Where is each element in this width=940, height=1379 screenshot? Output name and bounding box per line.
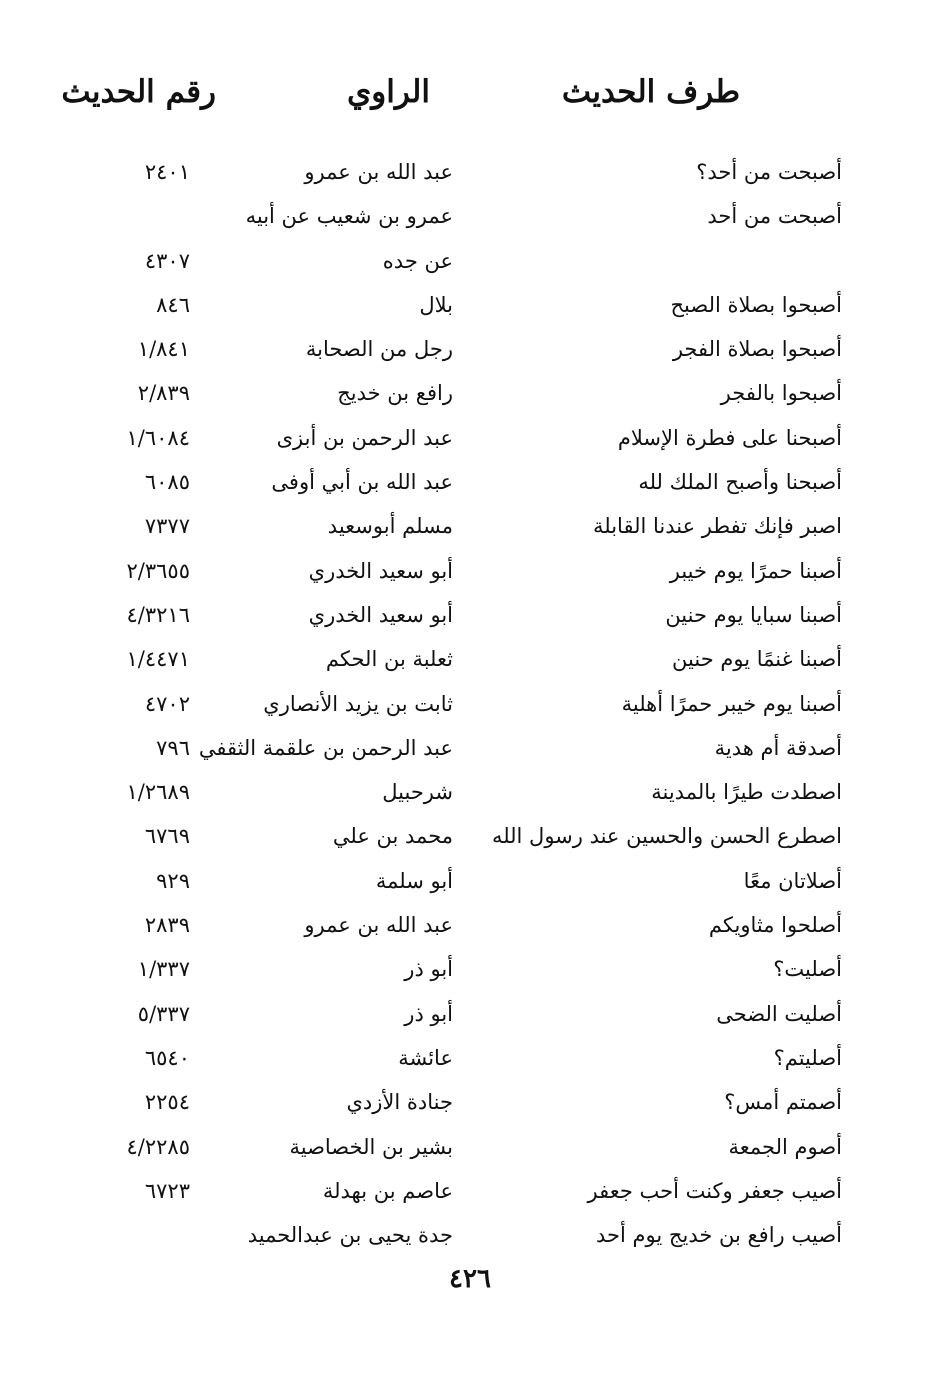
hadith-number-cell: ٨٤٦ (156, 292, 190, 317)
hadith-number-cell: ٦٥٤٠ (144, 1045, 190, 1070)
table-row (0, 549, 940, 593)
hadith-number-cell: ٤٣٠٧ (144, 248, 190, 273)
hadith-start-cell: أصبحنا على فطرة الإسلام (617, 425, 842, 450)
table-row (0, 814, 940, 858)
hadith-start-cell: أصبحت من أحد (707, 204, 842, 229)
column-header-hadith-number: رقم الحديث (61, 74, 216, 110)
hadith-number-cell: ٢/٣٦٥٥ (126, 558, 190, 583)
narrator-cell: عائشة (398, 1045, 453, 1070)
hadith-start-cell: أصليت الضحى (716, 1001, 842, 1026)
hadith-start-cell: اصطرع الحسن والحسين عند رسول الله (491, 824, 842, 849)
narrator-cell: أبو ذر (404, 1001, 453, 1026)
table-row (0, 194, 940, 238)
narrator-cell: ثعلبة بن الحكم (325, 647, 453, 672)
narrator-cell: بلال (419, 292, 453, 317)
narrator-cell: عمرو بن شعيب عن أبيه (245, 204, 453, 229)
table-row (0, 593, 940, 637)
table-row (0, 992, 940, 1036)
table-row (0, 460, 940, 504)
narrator-cell: رجل من الصحابة (305, 337, 453, 362)
hadith-number-cell: ٧٩٦ (156, 735, 190, 760)
hadith-number-cell: ١/٦٠٨٤ (126, 425, 190, 450)
table-row (0, 371, 940, 415)
table-row (0, 327, 940, 371)
hadith-start-cell: أصبنا حمرًا يوم خيبر (669, 558, 842, 583)
hadith-number-cell: ٥/٣٣٧ (137, 1001, 190, 1026)
table-row (0, 947, 940, 991)
table-row (0, 903, 940, 947)
hadith-start-cell: اصبر فإنك تفطر عندنا القابلة (593, 514, 842, 539)
hadith-number-cell: ٦٠٨٥ (144, 470, 190, 495)
hadith-start-cell: أصيب رافع بن خديج يوم أحد (596, 1223, 842, 1248)
table-row (0, 239, 940, 283)
narrator-cell: رافع بن خديج (337, 381, 453, 406)
hadith-start-cell: أصلحوا مثاويكم (708, 913, 842, 938)
narrator-cell: عبد الرحمن بن أبزى (276, 425, 453, 450)
hadith-start-cell: أصبحوا بالفجر (720, 381, 842, 406)
narrator-cell: مسلم أبوسعيد (327, 514, 453, 539)
hadith-number-cell: ١/٤٤٧١ (126, 647, 190, 672)
narrator-cell: شرحبيل (382, 780, 453, 805)
narrator-cell: ثابت بن يزيد الأنصاري (263, 691, 453, 716)
table-row (0, 726, 940, 770)
table-row (0, 1213, 940, 1257)
hadith-start-cell: أصليتم؟ (773, 1045, 842, 1070)
table-row (0, 1125, 940, 1169)
hadith-number-cell: ١/٨٤١ (137, 337, 190, 362)
hadith-start-cell: أصبنا غنمًا يوم حنين (672, 647, 842, 672)
hadith-number-cell: ٢٢٥٤ (144, 1090, 190, 1115)
hadith-number-cell: ٢٤٠١ (144, 160, 190, 184)
column-header-narrator: الراوي (346, 74, 430, 110)
table-row (0, 150, 940, 194)
hadith-start-cell: أصبنا يوم خيبر حمرًا أهلية (621, 691, 842, 716)
narrator-cell: عبد الله بن عمرو (304, 913, 453, 938)
hadith-number-cell: ٧٣٧٧ (144, 514, 190, 539)
hadith-number-cell: ٦٧٦٩ (144, 824, 190, 849)
hadith-start-cell: اصطدت طيرًا بالمدينة (651, 780, 842, 805)
narrator-cell: عبد الله بن عمرو (304, 160, 453, 184)
page-number: ٤٢٦ (449, 1264, 491, 1294)
narrator-cell: محمد بن علي (332, 824, 453, 849)
table-row (0, 859, 940, 903)
hadith-number-cell: ٤٧٠٢ (144, 691, 190, 716)
narrator-cell: عاصم بن بهدلة (322, 1178, 453, 1203)
hadith-start-cell: أصمتم أمس؟ (724, 1090, 842, 1115)
hadith-number-cell: ١/٢٦٨٩ (126, 780, 190, 805)
narrator-cell: عبد الله بن أبي أوفى (271, 470, 453, 495)
hadith-number-cell: ٦٧٢٣ (144, 1178, 190, 1203)
hadith-number-cell: ١/٣٣٧ (137, 957, 190, 982)
narrator-cell: أبو سعيد الخدري (308, 602, 453, 627)
hadith-start-cell: أصبحوا بصلاة الصبح (670, 292, 842, 317)
table-row (0, 637, 940, 681)
narrator-cell: بشير بن الخصاصية (289, 1134, 453, 1159)
hadith-number-cell: ٢٨٣٩ (144, 913, 190, 938)
narrator-cell: أبو سعيد الخدري (308, 558, 453, 583)
hadith-start-cell: أصليت؟ (773, 957, 842, 982)
table-row (0, 1080, 940, 1124)
narrator-cell: جنادة الأزدي (346, 1090, 453, 1115)
hadith-index-table (0, 150, 940, 1257)
narrator-cell: جدة يحيى بن عبدالحميد (247, 1223, 453, 1248)
table-row (0, 1169, 940, 1213)
narrator-cell: عن جده (382, 248, 453, 273)
hadith-number-cell: ٢/٨٣٩ (137, 381, 190, 406)
hadith-number-cell: ٤/٢٢٨٥ (126, 1134, 190, 1159)
table-row (0, 283, 940, 327)
hadith-start-cell: أصدقة أم هدية (714, 735, 842, 760)
hadith-start-cell: أصوم الجمعة (728, 1134, 842, 1159)
column-header-hadith-start: طرف الحديث (561, 74, 740, 110)
hadith-start-cell: أصبنا سبايا يوم حنين (665, 602, 842, 627)
narrator-cell: أبو ذر (404, 957, 453, 982)
narrator-cell: أبو سلمة (375, 868, 453, 893)
hadith-number-cell: ٩٢٩ (156, 868, 190, 893)
hadith-start-cell: أصبحنا وأصبح الملك لله (638, 470, 842, 495)
hadith-start-cell: أصيب جعفر وكنت أحب جعفر (587, 1178, 842, 1203)
table-row (0, 682, 940, 726)
narrator-cell: عبد الرحمن بن علقمة الثقفي (198, 735, 453, 760)
table-row (0, 1036, 940, 1080)
hadith-start-cell: أصبحت من أحد؟ (696, 160, 842, 184)
table-row (0, 416, 940, 460)
hadith-number-cell: ٤/٣٢١٦ (126, 602, 190, 627)
table-row (0, 504, 940, 548)
hadith-start-cell: أصلاتان معًا (743, 868, 842, 893)
hadith-start-cell: أصبحوا بصلاة الفجر (672, 337, 842, 362)
table-row (0, 770, 940, 814)
